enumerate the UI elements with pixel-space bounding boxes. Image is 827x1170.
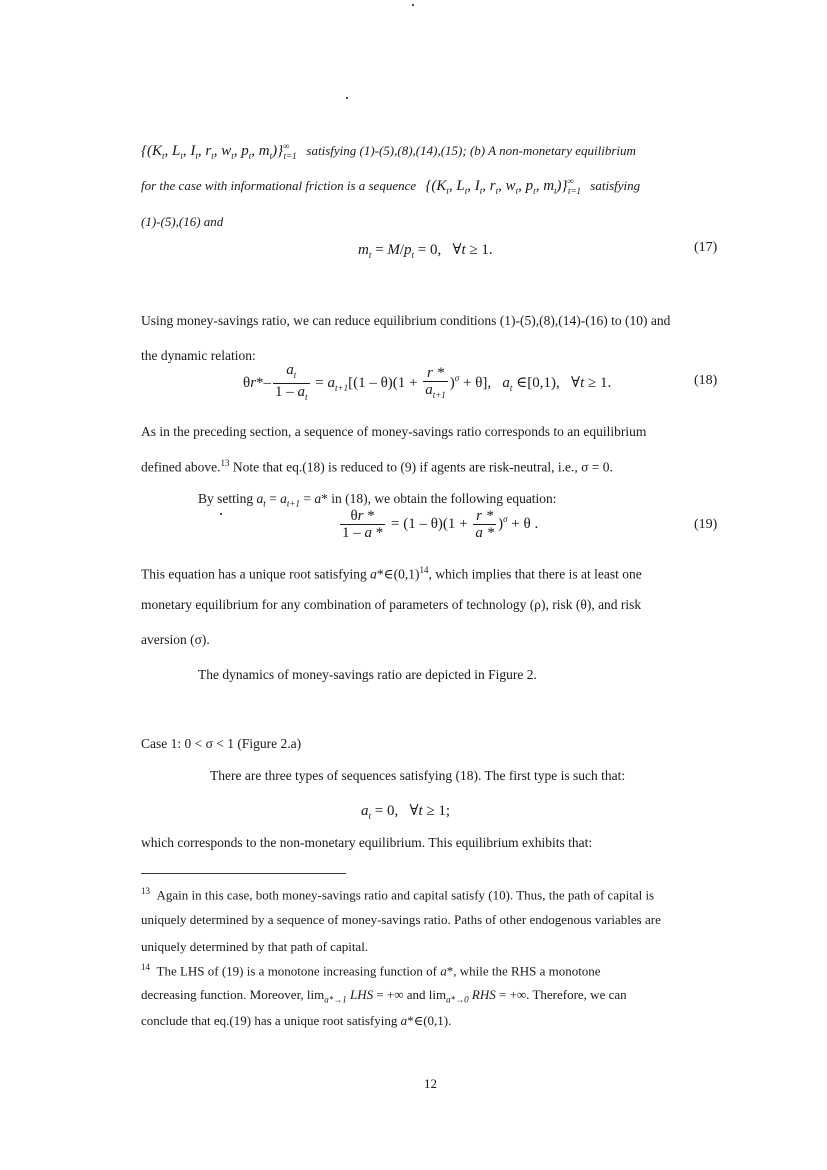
equation-17: $m_t = M/p_t = 0$, ∀t ≥ 1. [358,242,493,260]
para4-line1: This equation has a unique root satisfying $a*\in(0,1)^{14}$, which implies that there is at least one [141,565,642,582]
text-line-3: (1)-(5),(16) and [141,214,224,229]
footnote-mark-14: 14 [141,962,150,972]
footnote-rule [141,873,346,874]
para2-line2 [141,458,613,476]
footnote-13-line3: uniquely determined by that path of capital. [141,939,369,954]
line1-text: satisfying (1)-(5),(8),(14),(15); (b) A non-monetary equilibrium [306,143,636,158]
equation-number-18: (18) [694,373,718,388]
text-line-2 [141,176,640,196]
line2-tail: satisfying [590,178,641,193]
para3: By setting $a_t = a_{t+1} = a*$ in (18), we obtain the following equation: [198,491,557,509]
para4-text-b: , which implies that there is at least one [428,566,642,582]
equation-number-17: (17) [694,240,718,255]
equation-18: θr*– $\frac{a_t}{1 - a_t}$ = $a_{t+1}[(1 - \theta)(1$ + $\frac{r *}{a_{t+1}}$ )$^\sigma$ + θ], $a_t$ ∈[0,1), ∀t ≥ 1. [243,362,612,402]
para4-line2: monetary equilibrium for any combination of parameters of technology (ρ), risk (θ), and risk [141,597,642,612]
footnote-14-line2: decreasing function. Moreover, $\lim_{a*\to 1}$ LHS = +∞ and $\lim_{a*\to 0}$ RHS = +∞. Therefore, we can [141,987,627,1005]
scan-speck [412,4,414,6]
case1-equation: $a_t = 0$, ∀t ≥ 1; [361,803,451,821]
para2-line1: As in the preceding section, a sequence of money-savings ratio corresponds to an equilibrium [141,424,647,439]
equation-19: $\frac{\theta r *}{1 - a *}$ = (1 – θ)(1 + $\frac{r *}{a *}$ )$^\sigma$ + θ . [342,508,539,541]
footnote-mark-13: 13 [141,886,150,896]
para1-line2: the dynamic relation: [141,348,256,363]
para4-line3: aversion (σ). [141,632,210,647]
case1-line2: which corresponds to the non-monetary equilibrium. This equilibrium exhibits that: [141,835,593,850]
footnote-13-line1 [141,886,654,903]
para5: The dynamics of money-savings ratio are depicted in Figure 2. [198,667,537,682]
case1-heading: Case 1: 0 < σ < 1 (Figure 2.a) [141,736,302,751]
footnote-13-text1: Again in this case, both money-savings ratio and capital satisfy (10). Thus, the path of capital is [156,887,655,903]
footnote-13-line2: uniquely determined by a sequence of money-savings ratio. Paths of other endogenous variables are [141,912,661,927]
line2-text: for the case with informational friction is a sequence [141,178,417,193]
equation-number-19: (19) [694,517,718,532]
sequence-math-2: {($K_t$, $L_t$, $I_t$, $r_t$, $w_t$, $p_t$, $m_t)\}^\infty_{t=1}$ [425,176,582,196]
sequence-math-1: {($K_t$, $L_t$, $I_t$, $r_t$, $w_t$, $p_t$, $m_t)\}^\infty_{t=1}$ [141,141,297,161]
footnote-14-line1: $^{14}$ The LHS of (19) is a monotone increasing function of a*, while the RHS a monotone [141,962,601,979]
footnote-ref-13: 13 [220,458,230,468]
page-number: 12 [424,1076,437,1091]
scan-speck [220,513,222,515]
para1-line1: Using money-savings ratio, we can reduce equilibrium conditions (1)-(5),(8),(14)-(16) to (10) and [141,313,671,328]
footnote-14-line3: conclude that eq.(19) has a unique root satisfying a*∈(0,1). [141,1013,452,1028]
scan-speck [346,97,348,99]
para2-text-b: Note that eq.(18) is reduced to (9) if agents are risk-neutral, i.e., σ = 0. [232,459,613,475]
para2-text-a: defined above. [141,459,221,475]
footnote-ref-14: 14 [419,565,429,575]
text-line-1 [141,141,636,161]
case1-line1: There are three types of sequences satisfying (18). The first type is such that: [210,768,626,783]
